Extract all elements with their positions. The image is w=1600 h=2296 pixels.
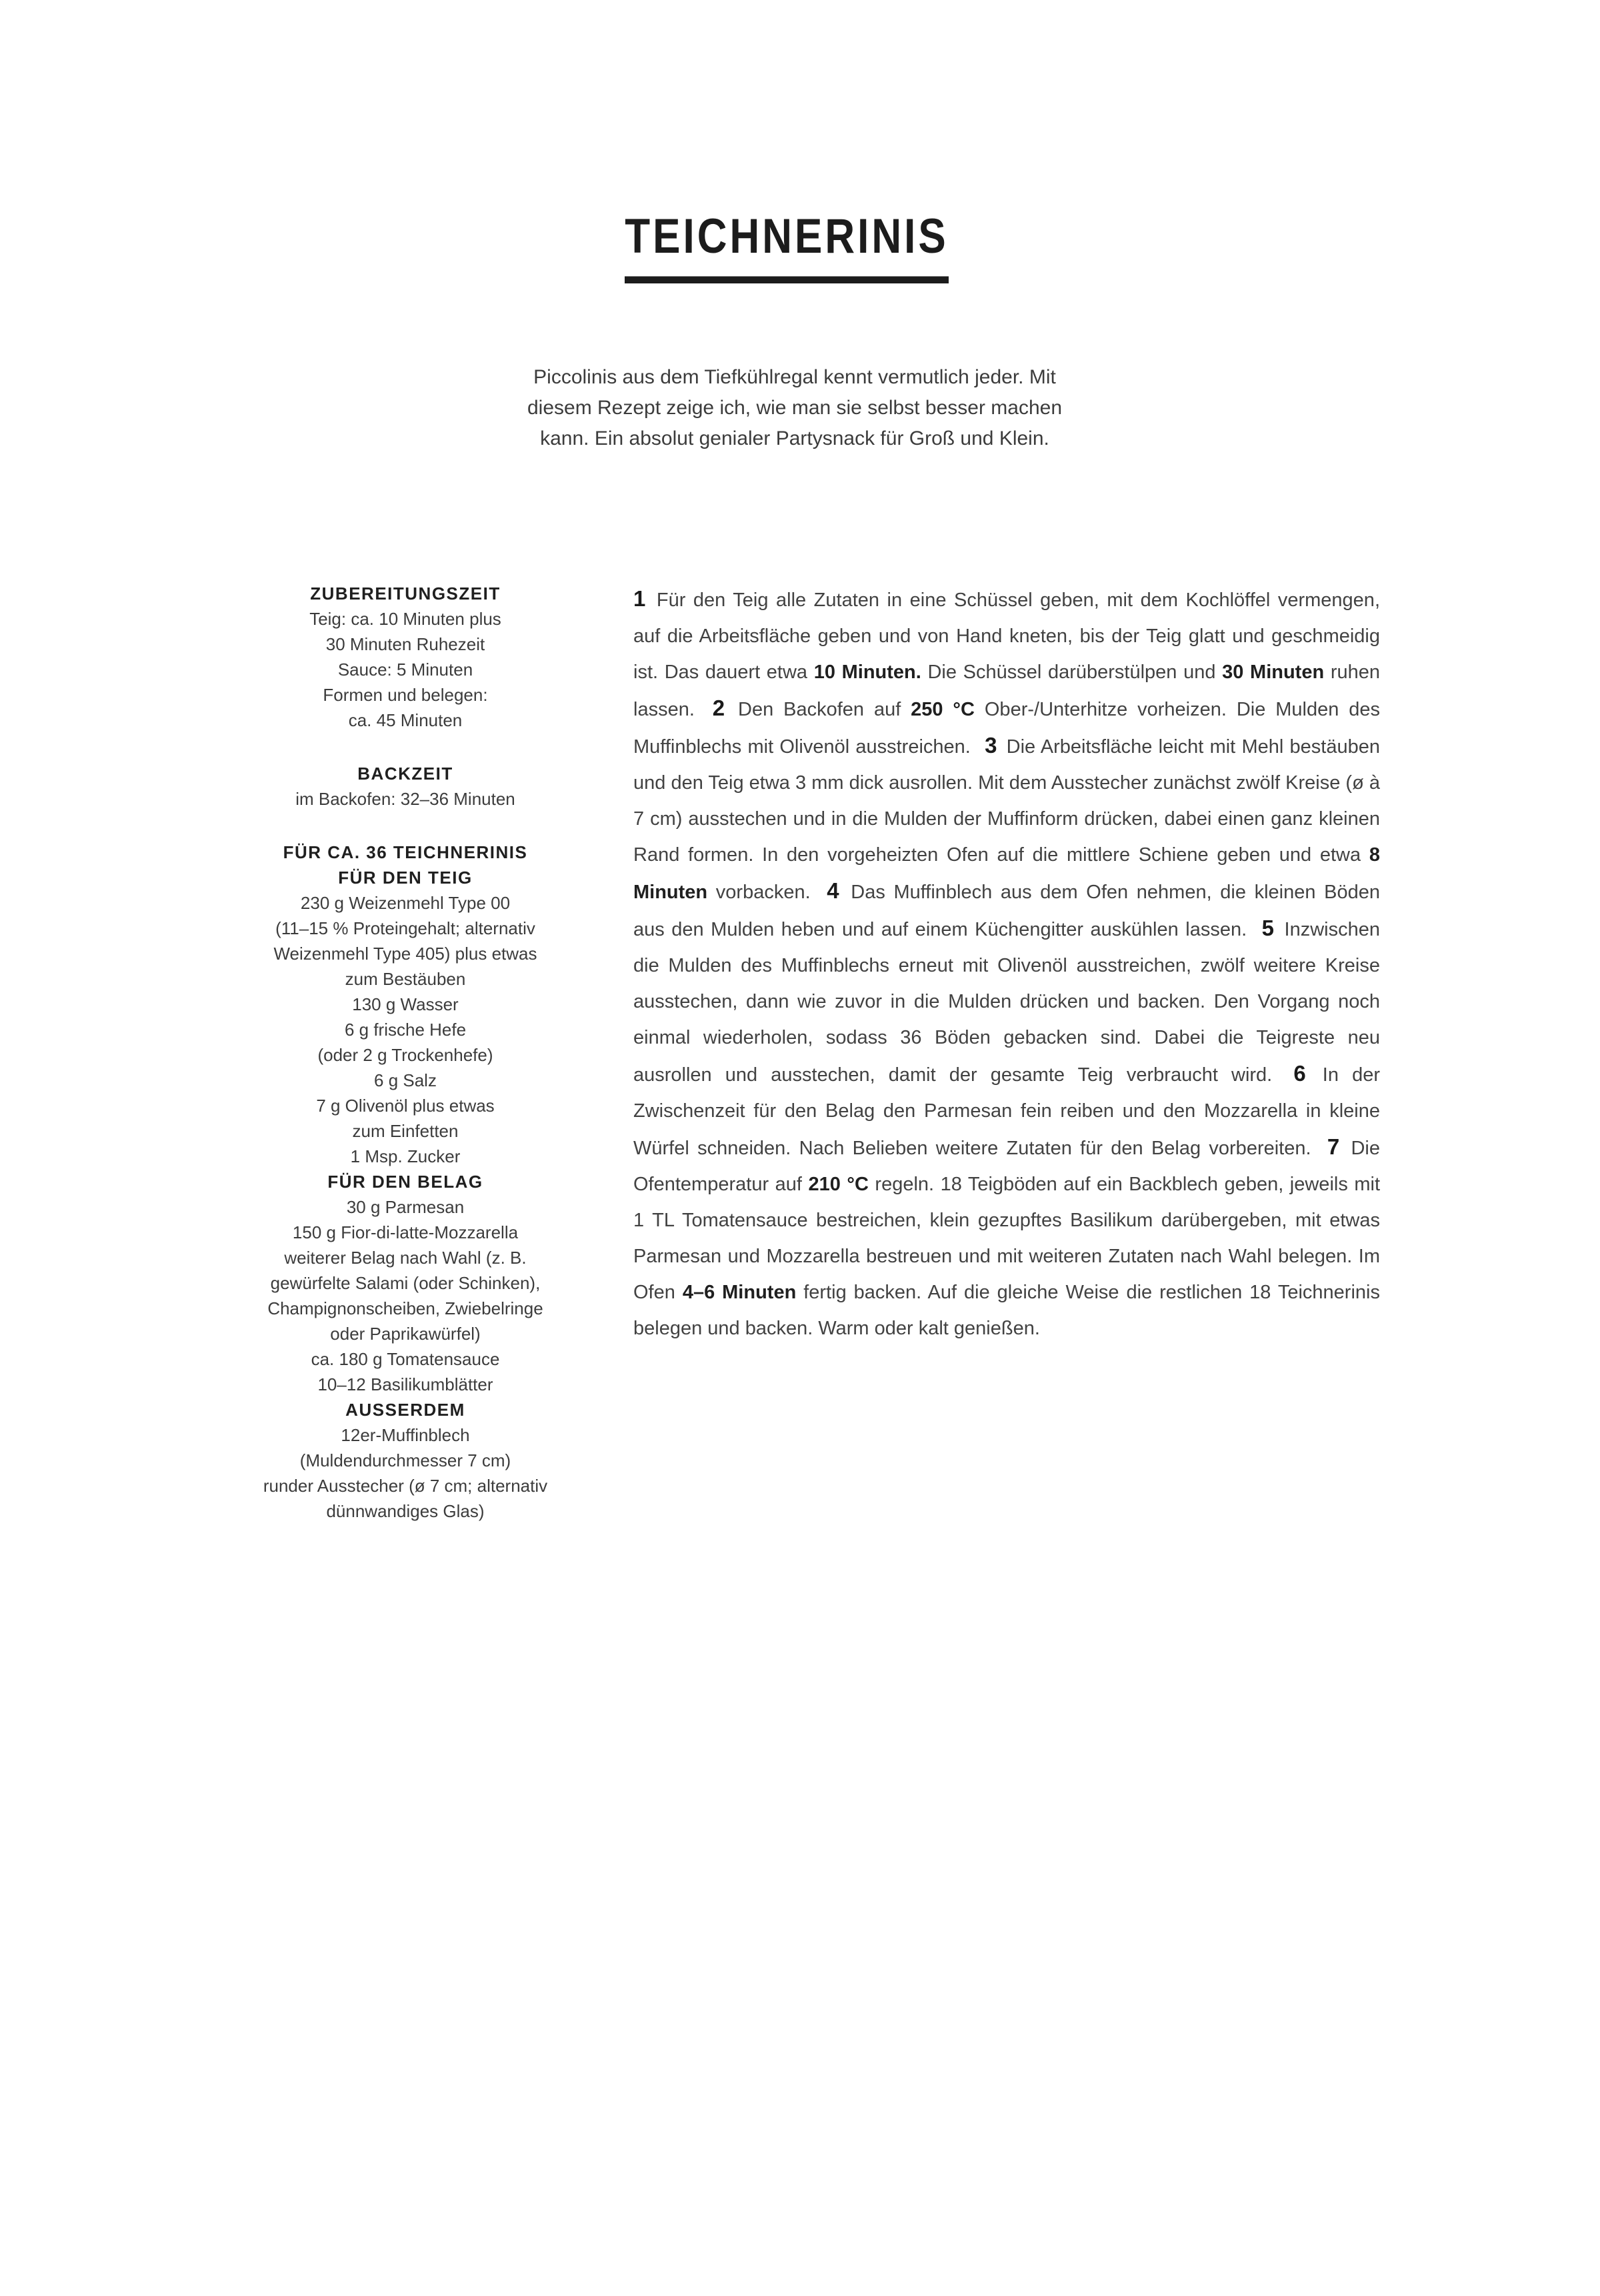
step-number: 3 bbox=[985, 733, 997, 758]
bold-text: 250 °C bbox=[911, 699, 975, 720]
sidebar-line: 230 g Weizenmehl Type 00 bbox=[300, 893, 511, 913]
sidebar-block bbox=[219, 761, 592, 812]
sidebar-line: 6 g Salz bbox=[374, 1070, 437, 1090]
sidebar-line: Weizenmehl Type 405) plus etwas bbox=[273, 944, 537, 964]
sidebar-line: weiterer Belag nach Wahl (z. B. bbox=[284, 1248, 527, 1268]
sidebar-line: Teig: ca. 10 Minuten plus bbox=[309, 609, 501, 629]
step-number: 4 bbox=[827, 878, 839, 903]
instructions-column bbox=[633, 581, 1380, 1346]
sidebar-heading: BACKZEIT bbox=[357, 764, 453, 784]
body-text: Die Ofentemperatur auf bbox=[633, 1138, 1380, 1195]
sidebar-line: gewürfelte Salami (oder Schinken), bbox=[270, 1273, 541, 1293]
sidebar-heading: FÜR CA. 36 TEICHNERINIS bbox=[283, 842, 528, 862]
sidebar-line: 1 Msp. Zucker bbox=[350, 1146, 461, 1166]
sidebar-heading: AUSSERDEM bbox=[345, 1400, 465, 1420]
bold-text: 8 Minuten bbox=[633, 844, 1380, 903]
sidebar-line: (11–15 % Proteingehalt; alternativ bbox=[275, 918, 535, 938]
sidebar-heading: FÜR DEN BELAG bbox=[327, 1172, 483, 1192]
body-text: In der Zwischenzeit für den Belag den Parmesan fein reiben und den Mozzarella in kleine Würfel schneiden. Nach Belieben weitere Zutaten für den Belag vorbereiten. bbox=[633, 1064, 1380, 1159]
sidebar-line: im Backofen: 32–36 Minuten bbox=[295, 789, 515, 809]
bold-text: 4–6 Minuten bbox=[682, 1282, 797, 1303]
sidebar-line: 6 g frische Hefe bbox=[344, 1020, 467, 1040]
sidebar-line: runder Ausstecher (ø 7 cm; alternativ bbox=[263, 1476, 548, 1496]
body-text: vorbacken. bbox=[707, 882, 819, 903]
body-text: Inzwischen die Mulden des Muffinblechs erneut mit Olivenöl ausstreichen, zwölf weitere Kreise ausstechen, dann wie zuvor in die Mulden drücken und backen. Den Vorgang noch einmal wiederholen, sodass 36 Böden gebacken sind. Dabei die Teigreste neu ausrollen und ausstechen, damit der gesamte Teig verbraucht wird. bbox=[633, 919, 1380, 1086]
body-text: ruhen lassen. bbox=[633, 662, 1381, 720]
sidebar-line: 7 g Olivenöl plus etwas bbox=[316, 1096, 495, 1116]
title-block bbox=[0, 0, 1600, 283]
bold-text: 10 Minuten. bbox=[813, 662, 921, 683]
sidebar-heading: FÜR DEN TEIG bbox=[338, 868, 473, 888]
intro-text bbox=[441, 362, 1148, 454]
sidebar-line: 12er-Muffinblech bbox=[341, 1425, 470, 1445]
text-line: diesem Rezept zeige ich, wie man sie selbst besser machen bbox=[527, 397, 1063, 419]
sidebar-line: Formen und belegen: bbox=[323, 685, 488, 705]
text-line: kann. Ein absolut genialer Partysnack für Groß und Klein. bbox=[540, 427, 1049, 449]
body-text: Das Muffinblech aus dem Ofen nehmen, die kleinen Böden aus den Mulden heben und auf einem Küchengitter auskühlen lassen. bbox=[633, 882, 1380, 940]
step-number: 5 bbox=[1261, 916, 1275, 940]
sidebar-line: oder Paprikawürfel) bbox=[330, 1324, 481, 1344]
sidebar-line: ca. 180 g Tomatensauce bbox=[311, 1349, 500, 1369]
sidebar-line: dünnwandiges Glas) bbox=[326, 1501, 485, 1521]
sidebar-line: 30 Minuten Ruhezeit bbox=[325, 634, 485, 654]
body-text: Ober-/Unterhitze vorheizen. Die Mulden des Muffinblechs mit Olivenöl ausstreichen. bbox=[633, 699, 1381, 758]
sidebar-line: Champignonscheiben, Zwiebelringe bbox=[267, 1298, 543, 1318]
body-text: fertig backen. Auf die gleiche Weise die restlichen 18 Teichnerinis belegen und backen. Warm oder kalt genießen. bbox=[633, 1282, 1380, 1339]
sidebar-line: zum Einfetten bbox=[352, 1121, 459, 1141]
sidebar-line: 10–12 Basilikumblätter bbox=[317, 1374, 493, 1394]
sidebar-line: (Muldendurchmesser 7 cm) bbox=[299, 1450, 511, 1470]
body-text: Die Arbeitsfläche leicht mit Mehl bestäuben und den Teig etwa 3 mm dick ausrollen. Mit dem Ausstecher zunächst zwölf Kreise (ø à 7 cm) ausstechen und in die Mulden der Muffinform drücken, dabei einen ganz kleinen Rand formen. In den vorgeheizten Ofen auf die mittlere Schiene geben und etwa bbox=[633, 736, 1380, 866]
bold-text: 30 Minuten bbox=[1222, 662, 1325, 683]
body-text: Für den Teig alle Zutaten in eine Schüssel geben, mit dem Kochlöffel vermengen, auf die Arbeitsfläche geben und von Hand kneten, bis der Teig glatt und geschmeidig ist. Das dauert etwa bbox=[633, 590, 1380, 683]
step-number: 7 bbox=[1327, 1134, 1340, 1159]
body-text: Die Schüssel darüberstülpen und bbox=[921, 662, 1223, 683]
sidebar-line: 150 g Fior-di-latte-Mozzarella bbox=[292, 1222, 519, 1242]
sidebar-line: Sauce: 5 Minuten bbox=[337, 660, 473, 680]
sidebar-line: 30 g Parmesan bbox=[346, 1197, 465, 1217]
step-number: 1 bbox=[633, 586, 646, 611]
sidebar-block bbox=[219, 581, 592, 733]
body-text: regeln. 18 Teigböden auf ein Backblech geben, jeweils mit 1 TL Tomatensauce bestreichen, klein gezupftes Basilikum darübergeben, mit etwas Parmesan und Mozzarella bestreuen und mit weiteren Zutaten nach Wahl belegen. Im Ofen bbox=[633, 1174, 1381, 1303]
page-title: TEICHNERINIS bbox=[625, 209, 948, 283]
sidebar-line: ca. 45 Minuten bbox=[348, 710, 463, 730]
sidebar-heading: ZUBEREITUNGSZEIT bbox=[310, 584, 501, 604]
body-text: Den Backofen auf bbox=[728, 699, 911, 720]
sidebar-line: zum Bestäuben bbox=[345, 969, 466, 989]
step-number: 6 bbox=[1293, 1061, 1306, 1086]
text-line: Piccolinis aus dem Tiefkühlregal kennt vermutlich jeder. Mit bbox=[533, 366, 1056, 388]
instructions-paragraph bbox=[633, 581, 1380, 1346]
sidebar-block bbox=[219, 840, 592, 1524]
sidebar-line: (oder 2 g Trockenhefe) bbox=[317, 1045, 493, 1065]
sidebar-line: 130 g Wasser bbox=[352, 994, 459, 1014]
step-number: 2 bbox=[712, 696, 725, 720]
bold-text: 210 °C bbox=[808, 1174, 869, 1195]
ingredients-sidebar bbox=[219, 581, 592, 1524]
content-columns bbox=[0, 581, 1600, 1524]
